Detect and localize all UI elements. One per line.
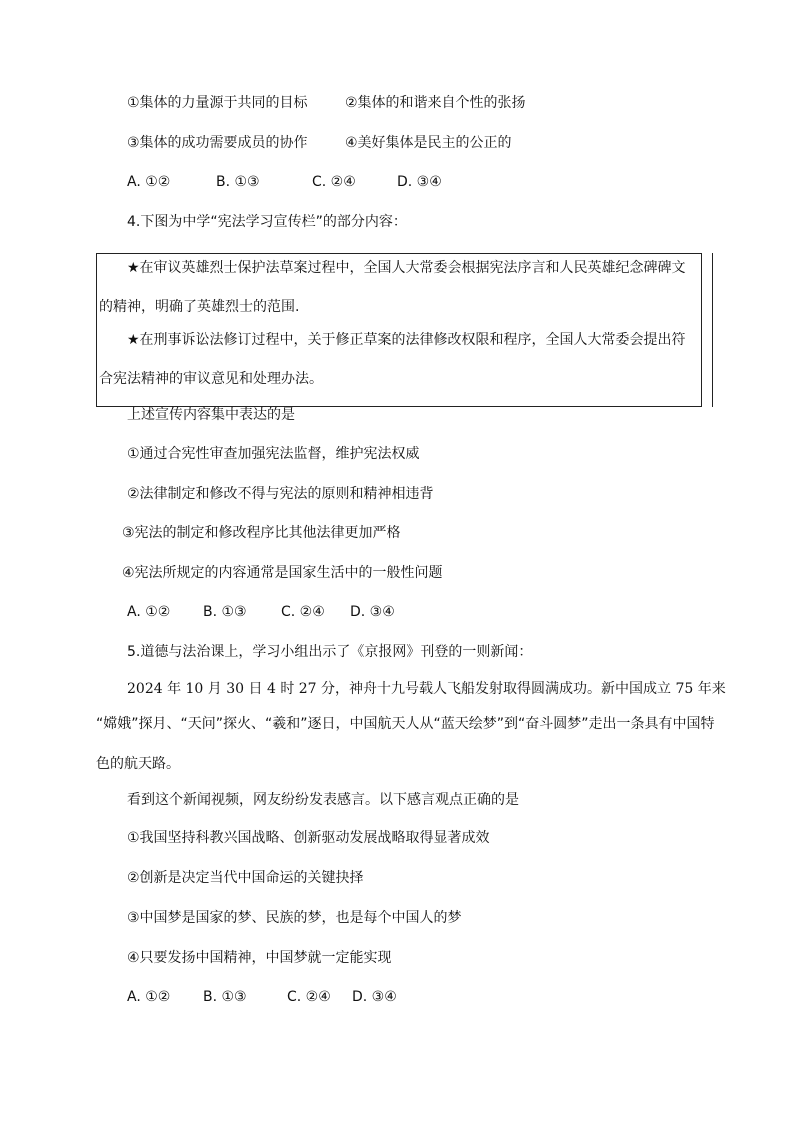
q5-option-d: D. ③④ — [352, 989, 397, 1005]
q5-statement-1: ①我国坚持科教兴国战略、创新驱动发展战略取得显著成效 — [127, 830, 490, 846]
q4-statement-4: ④宪法所规定的内容通常是国家生活中的一般性问题 — [122, 565, 443, 581]
board-paragraph-2-line-1: ★在刑事诉讼法修订过程中，关于修正草案的法律修改权限和程序，全国人大常委会提出符 — [127, 332, 686, 348]
q3-option-d: D. ③④ — [397, 174, 442, 190]
board-paragraph-1-line-2: 的精神，明确了英雄烈士的范围. — [99, 299, 300, 315]
q4-option-b: B. ①③ — [203, 604, 247, 620]
q5-statement-4: ④只要发扬中国精神，中国梦就一定能实现 — [127, 950, 392, 966]
news-line-2: “嫦娥”探月、“天问”探火、“羲和”逐日，中国航天人从“蓝天绘梦”到“奋斗圆梦”走出一条具有中国特 — [96, 716, 715, 732]
q5-stem: 5.道德与法治课上，学习小组出示了《京报网》刊登的一则新闻： — [127, 644, 533, 660]
q4-option-a: A. ①② — [127, 604, 171, 620]
q5-option-a: A. ①② — [127, 989, 171, 1005]
board-paragraph-2-line-2: 合宪法精神的审议意见和处理办法。 — [99, 371, 323, 387]
q4-option-d: D. ③④ — [350, 604, 395, 620]
q5-question: 看到这个新闻视频，网友纷纷发表感言。以下感言观点正确的是 — [127, 792, 519, 808]
q3-option-a: A. ①② — [127, 174, 171, 190]
q3-statement-1: ①集体的力量源于共同的目标 — [127, 95, 308, 111]
q5-statement-2: ②创新是决定当代中国命运的关键抉择 — [127, 870, 364, 886]
q5-statement-3: ③中国梦是国家的梦、民族的梦，也是每个中国人的梦 — [127, 910, 462, 926]
q4-option-c: C. ②④ — [281, 604, 325, 620]
box-right-border — [712, 253, 713, 407]
q4-question: 上述宣传内容集中表达的是 — [127, 407, 295, 423]
q3-statement-2: ②集体的和谐来自个性的张扬 — [345, 95, 526, 111]
q4-stem: 4.下图为中学“宪法学习宣传栏”的部分内容： — [127, 214, 407, 230]
q5-option-b: B. ①③ — [203, 989, 247, 1005]
board-paragraph-1-line-1: ★在审议英雄烈士保护法草案过程中，全国人大常委会根据宪法序言和人民英雄纪念碑碑文 — [127, 260, 686, 276]
q3-statement-3: ③集体的成功需要成员的协作 — [127, 135, 308, 151]
q4-statement-3: ③宪法的制定和修改程序比其他法律更加严格 — [122, 525, 401, 541]
q3-option-b: B. ①③ — [216, 174, 260, 190]
q4-statement-1: ①通过合宪性审查加强宪法监督，维护宪法权威 — [127, 446, 420, 462]
q4-statement-2: ②法律制定和修改不得与宪法的原则和精神相违背 — [127, 486, 434, 502]
q3-option-c: C. ②④ — [312, 174, 356, 190]
q3-statement-4: ④美好集体是民主的公正的 — [345, 135, 512, 151]
news-line-3: 色的航天路。 — [96, 756, 180, 772]
q5-option-c: C. ②④ — [287, 989, 331, 1005]
news-line-1: 2024 年 10 月 30 日 4 时 27 分，神舟十九号载人飞船发射取得圆满成功。新中国成立 75 年来 — [127, 681, 726, 697]
